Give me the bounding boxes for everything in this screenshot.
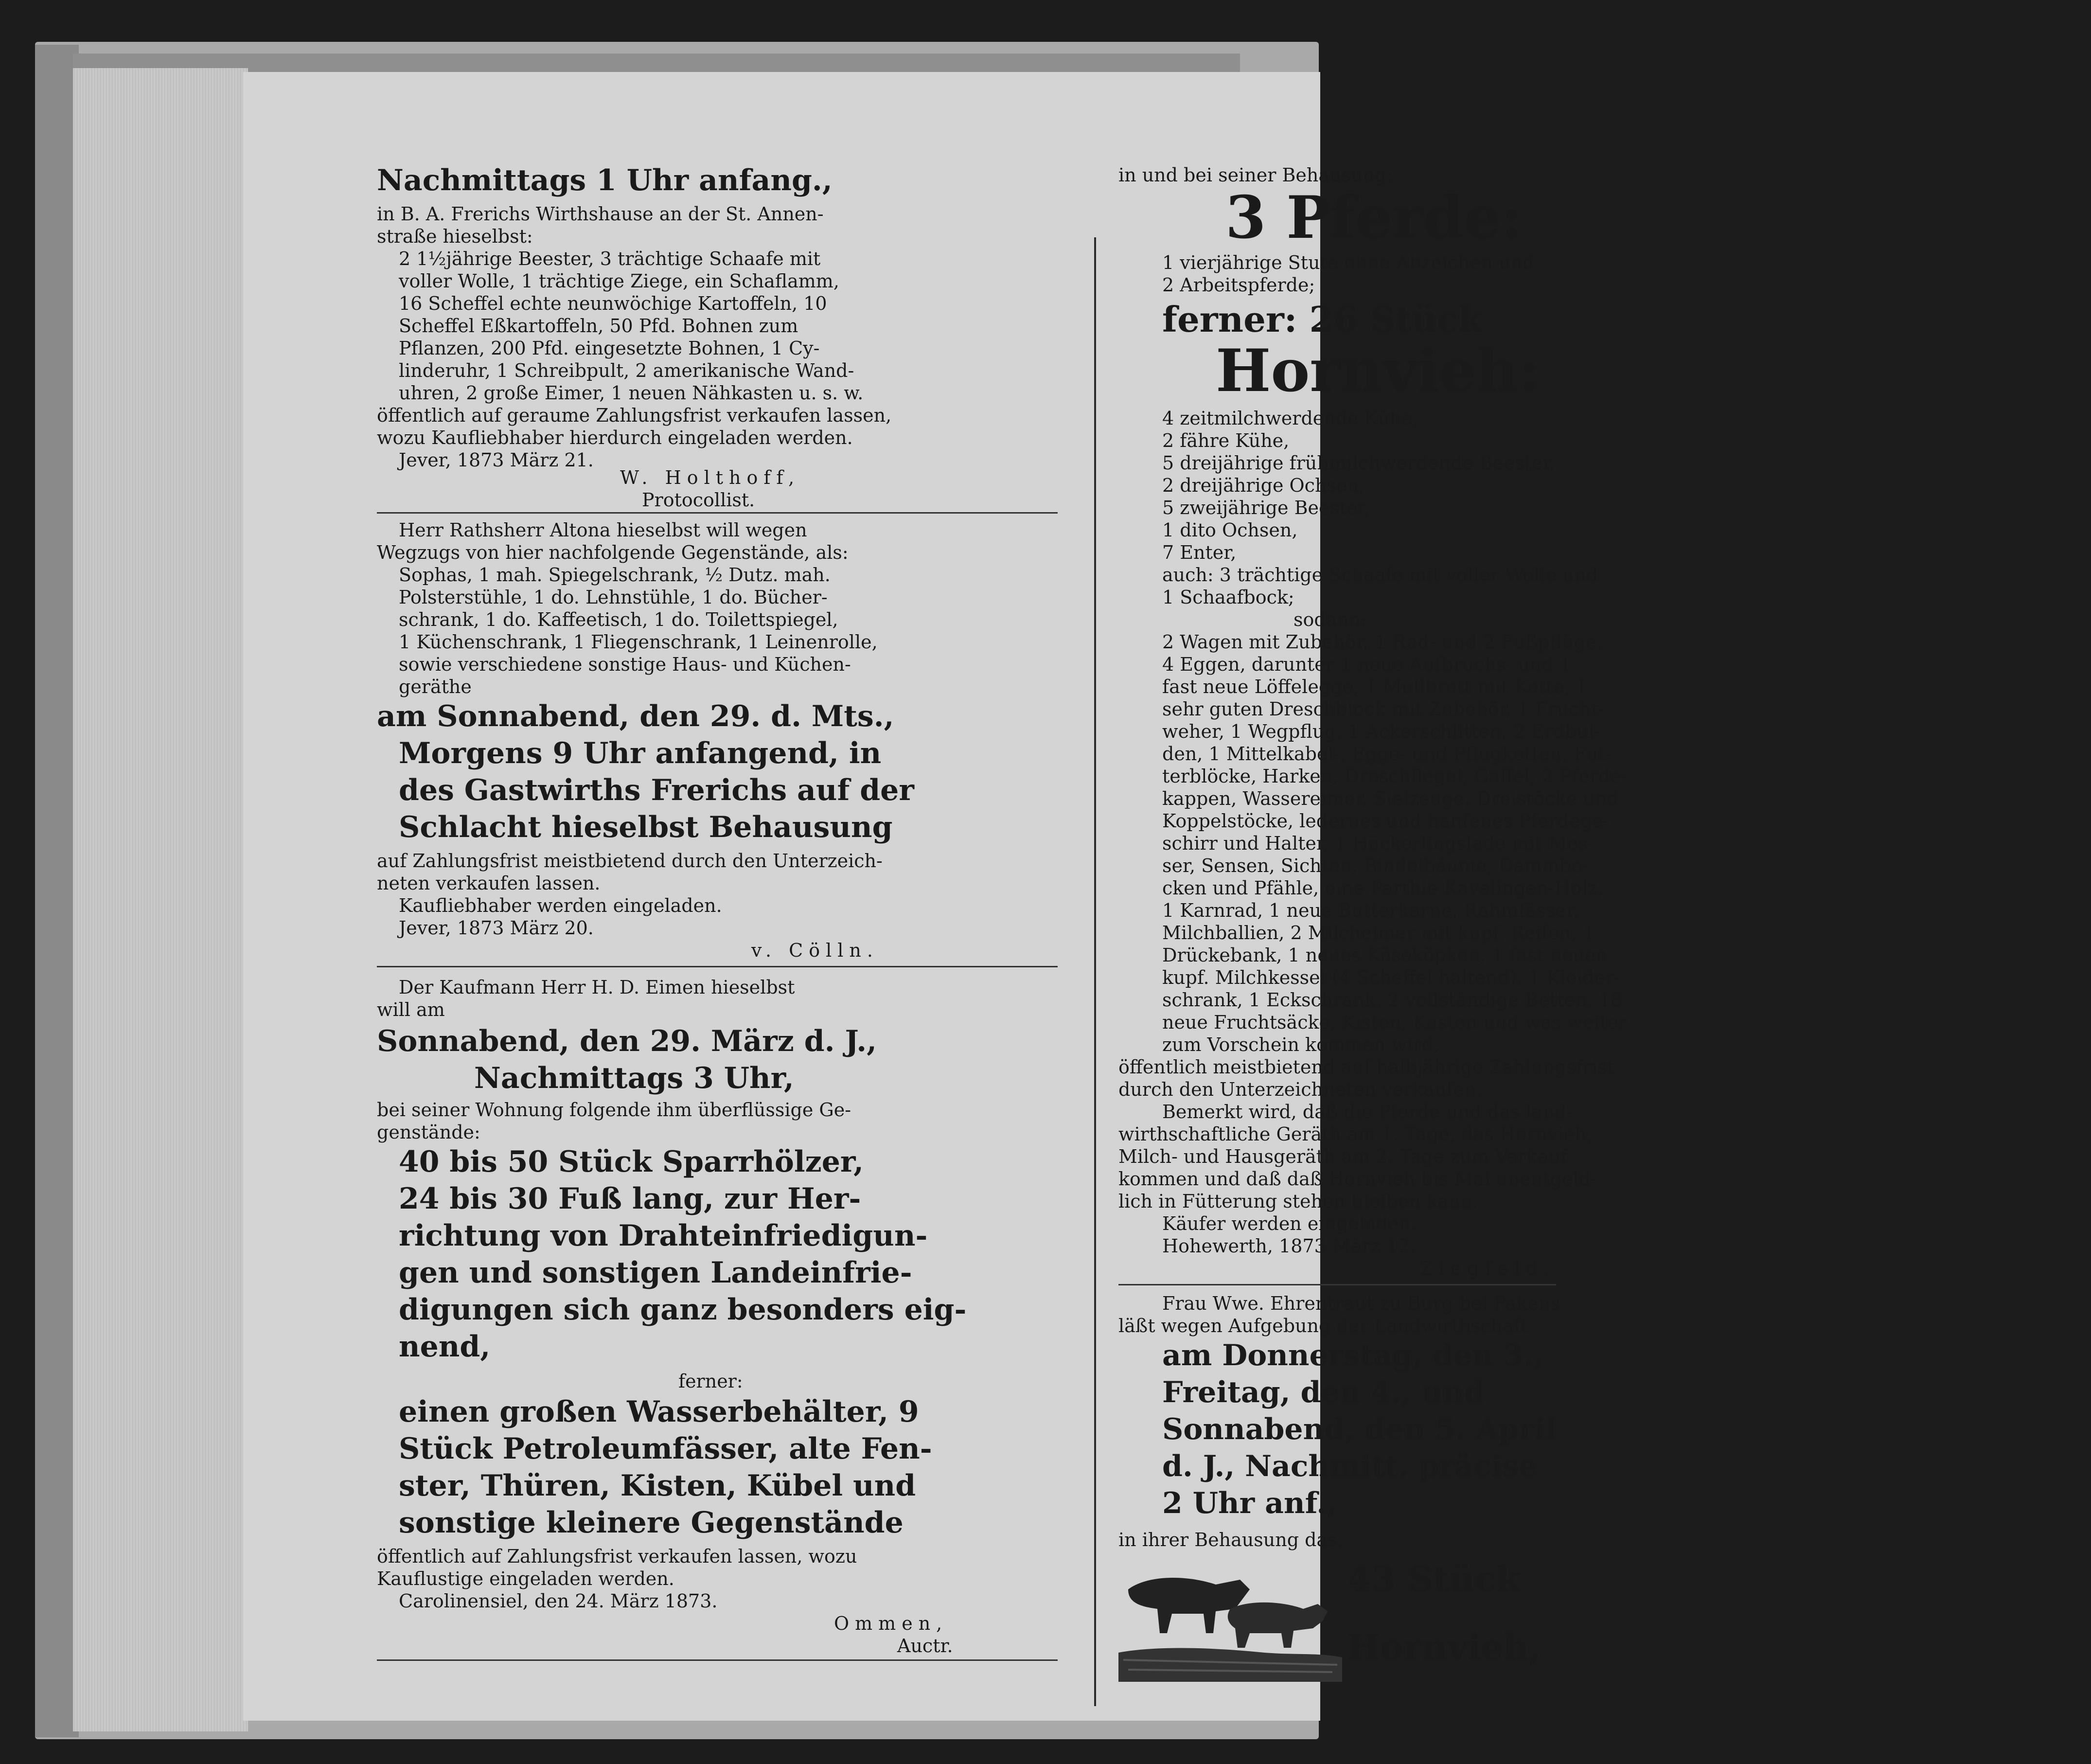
newspaper-page (243, 72, 1628, 1721)
r-ad1-headline-ferner: ferner: 26 Stück (1162, 299, 1483, 340)
r-ad1-tool-line: ser, Sensen, Sichten, Bindelbäume, Dammbo- (1162, 855, 1589, 876)
ad3-intro-line: will am (377, 999, 445, 1020)
r-ad2-date-line: Sonnabend, den 5. April (1162, 1412, 1557, 1446)
ad-divider (377, 1659, 1058, 1661)
ad3-big-item: digungen sich ganz besonders eig- (399, 1293, 967, 1327)
ad3-signature-title: Auctr. (897, 1635, 953, 1657)
ad1-item-line: linderuhr, 1 Schreibpult, 2 amerikanische Wand- (399, 360, 854, 381)
r-ad1-tool-line: weher, 1 Wegpflug, 1 Ackerschlitten, 2 Erdbul- (1162, 721, 1601, 742)
r-ad1-tool-line: fast neue Löffelegge, 1 Mullbrett mit Kette, 1 (1162, 676, 1588, 697)
ad1-item-line: 2 1½jährige Beester, 3 trächtige Schaafe mit (399, 248, 821, 269)
ad3-mid-line: bei seiner Wohnung folgende ihm überflüssige Ge- (377, 1099, 851, 1121)
ad3-signature: Ommen, (834, 1613, 948, 1634)
ad1-intro-line: straße hieselbst: (377, 226, 533, 247)
r-ad2-headline-hornvieh: Hornvieh, (1347, 1626, 1541, 1668)
r-ad1-date: Hohewerth, 1873 März 12. (1162, 1235, 1416, 1257)
r-ad1-headline-horses: 3 Pferde: (1225, 183, 1523, 252)
r-ad1-tool-line: kappen, Wassereimer, Sielzeuge, Dreistöcke und (1162, 788, 1619, 809)
ad3-mid-line: genstände: (377, 1122, 480, 1143)
r-ad1-closing-line: Milch- und Hausgeräth am 2. Tage zum Verkauf (1118, 1146, 1567, 1167)
r-ad2-date-line: 2 Uhr anf., (1162, 1486, 1337, 1520)
ad2-closing-line: auf Zahlungsfrist meistbietend durch den Unterzeich- (377, 850, 883, 872)
ad2-date-line: Morgens 9 Uhr anfangend, in (399, 736, 882, 770)
ad2-item-line: Sophas, 1 mah. Spiegelschrank, ½ Dutz. mah. (399, 564, 831, 586)
r-ad1-cattle-line: 5 dreijährige frühmilchwerdende Beester, (1162, 452, 1556, 474)
cattle-illustration-icon (1118, 1555, 1342, 1682)
r-ad1-cattle-line: 2 fähre Kühe, (1162, 430, 1290, 451)
ad-divider (1118, 1284, 1556, 1285)
ad3-big-item: gen und sonstigen Landeinfrie- (399, 1256, 912, 1290)
r-ad1-cattle-line: 7 Enter, (1162, 542, 1237, 563)
r-ad2-mid: in ihrer Behausung das. (1118, 1529, 1343, 1550)
r-ad1-tool-line: schrank, 1 Eckschrank, 2 vollständige Betten, 18 (1162, 989, 1623, 1011)
ad1-closing-line: öffentlich auf geraume Zahlungsfrist verkaufen lassen, (377, 405, 892, 426)
ad1-heading: Nachmittags 1 Uhr anfang., (377, 163, 833, 197)
r-ad1-closing-line: kommen und daß daß Hornvieh bis Mai unentgeld- (1118, 1168, 1597, 1190)
ad3-big-item: nend, (399, 1330, 491, 1364)
ad-divider (377, 966, 1058, 967)
ad2-closing-line: neten verkaufen lassen. (377, 873, 601, 894)
r-ad1-cattle-line: 5 zweijährige Beester, (1162, 497, 1370, 518)
r-ad1-closing-line: durch den Unterzeichneten verkaufen. (1118, 1079, 1482, 1100)
r-ad2-date-line: d. J., Nachmitt. präcise (1162, 1449, 1538, 1483)
ad3-big-item: sonstige kleinere Gegenstände (399, 1506, 904, 1540)
r-ad1-headline-hornvieh: Hornvieh: (1216, 337, 1541, 405)
r-ad1-tool-line: neue Fruchtsäcke, Kisten, Kasten und was weiter (1162, 1012, 1627, 1033)
r-ad1-tool-line: 4 Eggen, darunter 1 neue Aufbruchs- und 1 (1162, 654, 1571, 675)
ad3-big-item: richtung von Drahteinfriedigun- (399, 1219, 928, 1253)
ad1-intro-line: in B. A. Frerichs Wirthshause an der St. Annen- (377, 203, 824, 225)
r-ad2-date-line: Freitag, den 4., und (1162, 1375, 1485, 1409)
ad3-big-item: einen großen Wasserbehälter, 9 (399, 1395, 919, 1429)
r-ad1-horse-line: 1 vierjährige Stute ohne Abzeichen und (1162, 252, 1535, 273)
ad1-item-line: 16 Scheffel echte neunwöchige Kartoffeln, 10 (399, 293, 827, 314)
ad3-intro-line: Der Kaufmann Herr H. D. Eimen hieselbst (399, 977, 795, 998)
ad2-item-line: Polsterstühle, 1 do. Lehnstühle, 1 do. Bücher- (399, 587, 828, 608)
r-ad2-headline-count: 43 Stück (1347, 1558, 1521, 1600)
ad3-date-line: Nachmittags 3 Uhr, (474, 1061, 794, 1095)
r-ad1-tool-line: terblöcke, Harken, Dreschflegel, Gaffel, 2 Pferde- (1162, 766, 1628, 787)
ad3-date-line: Sonnabend, den 29. März d. J., (377, 1024, 877, 1058)
r-ad1-tool-line: Milchballien, 2 Milcheimer mit kupf. Reifen, 1 (1162, 922, 1595, 944)
r-ad1-tool-line: sehr guten Dreschblock mit Zubehör, 1 Frucht- (1162, 698, 1605, 720)
ad2-item-line: 1 Küchenschrank, 1 Fliegenschrank, 1 Leinenrolle, (399, 631, 878, 653)
r-ad1-intro: in und bei seiner Behausung: (1118, 164, 1393, 186)
r-ad1-closing-line: öffentlich meistbietend auf halbjährige Zahlungsfrist (1118, 1056, 1614, 1078)
ad1-signature: W. Holthoff, (620, 467, 800, 488)
ad3-big-item: Stück Petroleumfässer, alte Fen- (399, 1432, 932, 1466)
r-ad1-tool-line: Koppelstöcke, ledernes und hanfenes Pferdege- (1162, 810, 1610, 832)
r-ad1-sodann: sodann: (1294, 609, 1367, 630)
ad1-item-line: uhren, 2 große Eimer, 1 neuen Nähkasten u. s. w. (399, 382, 864, 404)
r-ad1-cattle-line: 1 Schaafbock; (1162, 587, 1294, 608)
ad2-closing-line: Kaufliebhaber werden eingeladen. (399, 895, 722, 916)
page-edges (73, 68, 248, 1731)
r-ad1-tool-line: 1 Karnrad, 1 neue Butterkarne, Rahmfässer, (1162, 900, 1579, 921)
ad1-item-line: Scheffel Eßkartoffeln, 50 Pfd. Bohnen zum (399, 315, 798, 337)
r-ad1-closing-line: Käufer werden eingeladen. (1162, 1213, 1417, 1234)
r-ad1-tool-line: zum Vorschein kommen wird, (1162, 1034, 1440, 1055)
r-ad1-closing-line: wirthschaftliche Geräth am 1. Tage, das Hornvieh, (1118, 1123, 1593, 1145)
r-ad1-tool-line: cken und Pfähle, eine Parthie Kavelingen-Holz, (1162, 877, 1604, 899)
r-ad1-horse-line: 2 Arbeitspferde; (1162, 274, 1315, 296)
ad3-ferner: ferner: (678, 1371, 743, 1392)
r-ad1-signature: Ziegfeld. (1420, 1258, 1556, 1279)
ad2-intro-line: Herr Rathsherr Altona hieselbst will wegen (399, 519, 807, 541)
ad3-closing-line: Kauflustige eingeladen werden. (377, 1568, 674, 1589)
r-ad1-cattle-line: 1 dito Ochsen, (1162, 519, 1298, 541)
ad2-signature: v. Cölln. (751, 940, 879, 961)
r-ad1-tool-line: kupf. Milchkessel (4 Scheffel haltend), 1 Kleider- (1162, 967, 1621, 988)
ad2-date: Jever, 1873 März 20. (399, 917, 594, 939)
r-ad1-cattle-line: 4 zeitmilchwerdende Kühe, (1162, 408, 1418, 429)
ad-divider (377, 512, 1058, 514)
r-ad1-cattle-line: auch: 3 trächtige Schaafe mit voller Wolle und (1162, 564, 1598, 586)
ad2-date-line: des Gastwirths Frerichs auf der (399, 773, 914, 807)
ad2-item-line: sowie verschiedene sonstige Haus- und Küchen- (399, 654, 851, 675)
book-spine (35, 45, 79, 1737)
ad1-signature-title: Protocollist. (642, 489, 755, 511)
r-ad1-closing-line: lich in Fütterung stehen bleiben kann. (1118, 1191, 1479, 1212)
r-ad2-intro-line: Frau Wwe. Ehrentraut zu Burg bei Pakens (1162, 1293, 1560, 1314)
ad1-item-line: Pflanzen, 200 Pfd. eingesetzte Bohnen, 1 Cy- (399, 338, 820, 359)
r-ad1-cattle-line: 2 dreijährige Ochsen, (1162, 475, 1365, 496)
ad2-intro-line: Wegzugs von hier nachfolgende Gegenstände, als: (377, 542, 849, 563)
r-ad1-tool-line: schirr und Halter, 1 Häckerlingslade mit Mes- (1162, 833, 1594, 854)
ad2-date-line: Schlacht hieselbst Behausung (399, 810, 893, 844)
ad1-closing-line: wozu Kaufliebhaber hierdurch eingeladen werden. (377, 427, 853, 448)
ad3-date: Carolinensiel, den 24. März 1873. (399, 1590, 718, 1612)
ad3-big-item: 24 bis 30 Fuß lang, zur Her- (399, 1182, 861, 1216)
ad1-item-line: voller Wolle, 1 trächtige Ziege, ein Schaflamm, (399, 270, 839, 292)
ad3-big-item: 40 bis 50 Stück Sparrhölzer, (399, 1145, 864, 1179)
ad1-date: Jever, 1873 März 21. (399, 449, 594, 471)
ad3-closing-line: öffentlich auf Zahlungsfrist verkaufen lassen, wozu (377, 1546, 857, 1567)
ad2-item-line: geräthe (399, 676, 472, 697)
r-ad1-tool-line: den, 1 Mittelkabel-, Egge- und Pflugketten, Fut- (1162, 743, 1612, 765)
r-ad1-closing-line: Bemerkt wird, daß die Pferde und das land- (1162, 1101, 1573, 1123)
r-ad1-tool-line: Drückebank, 1 neues Käseköpken, 1 fast neuen (1162, 944, 1608, 966)
ad2-item-line: schrank, 1 do. Kaffeetisch, 1 do. Toilettspiegel, (399, 609, 838, 630)
r-ad2-intro-line: läßt wegen Aufgebung der Landwirthschaft (1118, 1315, 1528, 1336)
r-ad1-tool-line: 2 Wagen mit Zubehör, 1 Rad- und 2 Fußpflüge, (1162, 631, 1603, 653)
ad3-big-item: ster, Thüren, Kisten, Kübel und (399, 1469, 916, 1503)
column-separator (1094, 237, 1096, 1706)
ad2-date-line: am Sonnabend, den 29. d. Mts., (377, 699, 894, 733)
r-ad2-date-line: am Donnerstag, den 3., (1162, 1338, 1544, 1372)
